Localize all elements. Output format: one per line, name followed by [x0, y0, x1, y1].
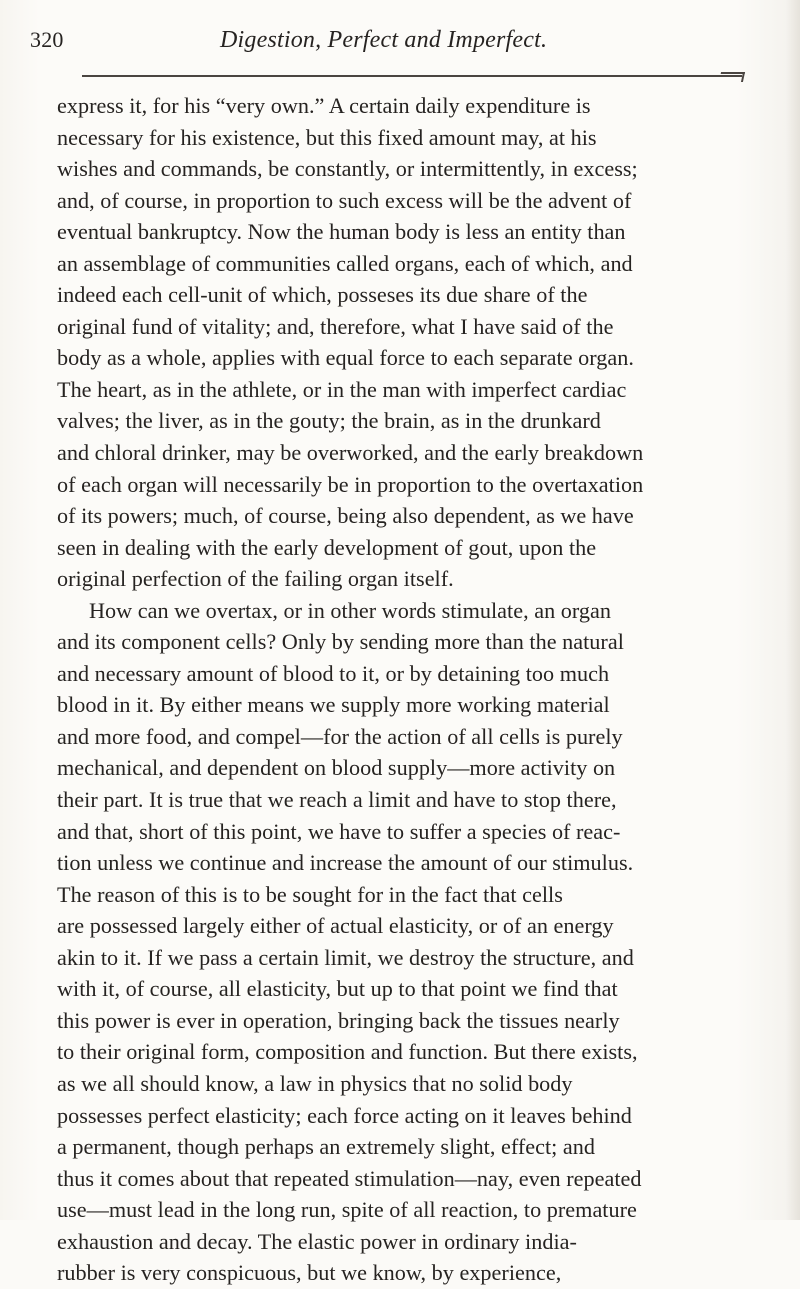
text-line: and chloral drinker, may be overworked, and the early breakdown [57, 440, 644, 466]
text-line: of each organ will necessarily be in proportion to the overtaxation [57, 471, 644, 497]
text-line: blood in it. By either means we supply more working material [57, 692, 610, 718]
text-line: valves; the liver, as in the gouty; the brain, as in the drunkard [57, 408, 601, 434]
text-line: to their original form, composition and function. But there exists, [57, 1039, 638, 1065]
text-line: wishes and commands, be constantly, or intermittently, in excess; [57, 156, 638, 182]
text-line: The heart, as in the athlete, or in the man with imperfect cardiac [57, 376, 627, 402]
paragraph-first-line: How can we overtax, or in other words stimulate, an organ [89, 597, 611, 623]
running-head: Digestion, Perfect and Imperfect. [220, 27, 548, 53]
text-line: eventual bankruptcy. Now the human body is less an entity than [57, 219, 626, 245]
body-text [57, 90, 792, 1289]
text-line: original perfection of the failing organ itself. [57, 566, 454, 592]
text-line: their part. It is true that we reach a limit and have to stop there, [57, 787, 617, 813]
text-line: possesses perfect elasticity; each force acting on it leaves behind [57, 1102, 632, 1128]
text-line: and necessary amount of blood to it, or by detaining too much [57, 660, 610, 686]
header-rule-mark [719, 72, 745, 82]
text-line: and, of course, in proportion to such excess will be the advent of [57, 187, 632, 213]
text-line: and that, short of this point, we have to suffer a species of reac- [57, 818, 621, 844]
page-number: 320 [30, 27, 64, 52]
text-line: original fund of vitality; and, therefore, what I have said of the [57, 313, 614, 339]
text-line: mechanical, and dependent on blood supply—more activity on [57, 755, 616, 781]
text-line: and its component cells? Only by sending more than the natural [57, 629, 624, 655]
text-line: exhaustion and decay. The elastic power in ordinary india- [57, 1228, 577, 1254]
text-line: body as a whole, applies with equal force to each separate organ. [57, 345, 634, 371]
text-line: express it, for his “very own.” A certain daily expenditure is [57, 93, 591, 118]
text-line: indeed each cell-unit of which, posseses its due share of the [57, 282, 588, 308]
text-line: are possessed largely either of actual elasticity, or of an energy [57, 913, 614, 939]
text-line: seen in dealing with the early development of gout, upon the [57, 534, 597, 560]
text-line: thus it comes about that repeated stimulation—nay, even repeated [57, 1165, 642, 1191]
text-line: with it, of course, all elasticity, but up to that point we find that [57, 976, 618, 1002]
text-line: necessary for his existence, but this fixed amount may, at his [57, 124, 597, 150]
text-line: tion unless we continue and increase the amount of our stimulus. [57, 850, 634, 876]
text-line: a permanent, though perhaps an extremely slight, effect; and [57, 1134, 596, 1160]
header-rule [82, 75, 742, 77]
text-line: use—must lead in the long run, spite of all reaction, to premature [57, 1197, 637, 1223]
text-line: as we all should know, a law in physics that no solid body [57, 1070, 573, 1096]
text-line: of its powers; much, of course, being also dependent, as we have [57, 503, 634, 529]
text-line: The reason of this is to be sought for in the fact that cells [57, 881, 563, 907]
text-line: rubber is very conspicuous, but we know, by experience, [57, 1260, 562, 1286]
page-edge-shadow [786, 0, 800, 1220]
text-line: this power is ever in operation, bringing back the tissues nearly [57, 1007, 620, 1033]
page-header [30, 26, 790, 60]
text-line: akin to it. If we pass a certain limit, we destroy the structure, and [57, 944, 634, 970]
text-line: and more food, and compel—for the action of all cells is purely [57, 723, 623, 749]
text-line: an assemblage of communities called organs, each of which, and [57, 250, 633, 276]
